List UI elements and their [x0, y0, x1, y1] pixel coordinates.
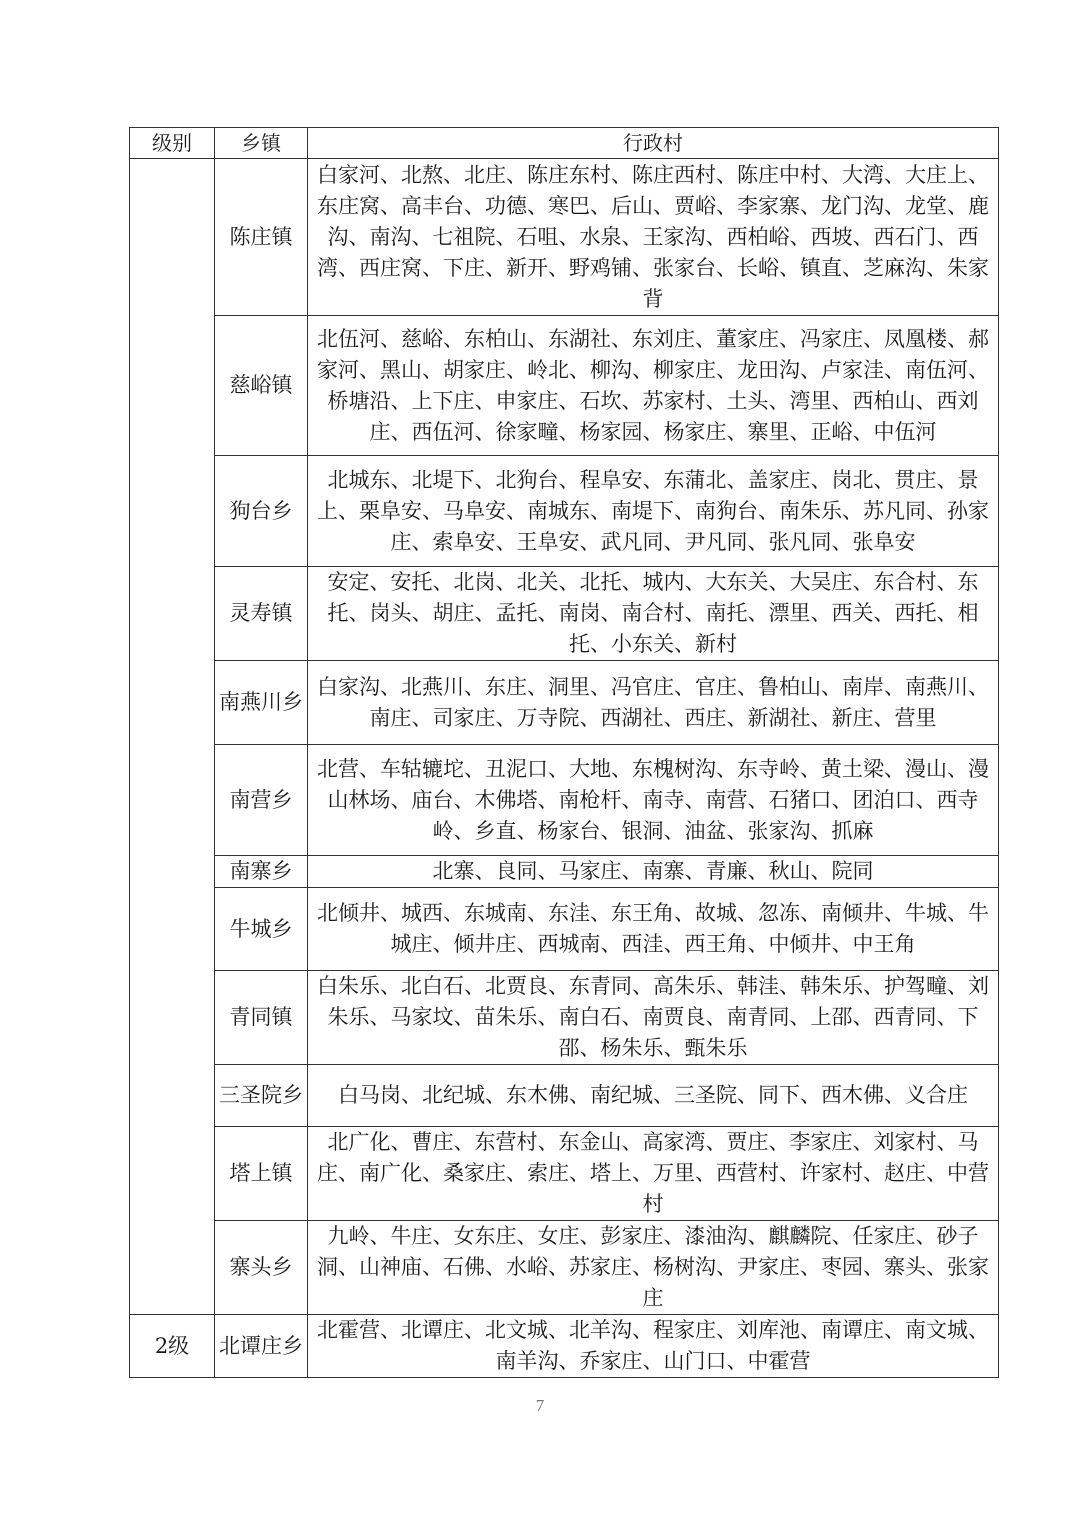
town-cell: 灵寿镇: [215, 567, 308, 661]
table-row: [130, 888, 999, 971]
villages-cell: 白家沟、北燕川、东庄、洞里、冯官庄、官庄、鲁柏山、南岸、南燕川、南庄、司家庄、万寺院、西湖社、西庄、新湖社、新庄、营里: [308, 661, 999, 745]
town-cell: 狗台乡: [215, 456, 308, 567]
table-row: [130, 745, 999, 856]
town-cell: 南寨乡: [215, 856, 308, 888]
town-cell: 陈庄镇: [215, 159, 308, 316]
villages-cell: 北城东、北堤下、北狗台、程阜安、东蒲北、盖家庄、岗北、贯庄、景上、栗阜安、马阜安、南城东、南堤下、南狗台、南朱乐、苏凡同、孙家庄、索阜安、王阜安、武凡同、尹凡同、张凡同、张阜安: [308, 456, 999, 567]
table-row: [130, 567, 999, 661]
villages-cell: 北霍营、北谭庄、北文城、北羊沟、程家庄、刘库池、南谭庄、南文城、南羊沟、乔家庄、山门口、中霍营: [308, 1315, 999, 1378]
villages-cell: 北营、车轱辘坨、丑泥口、大地、东槐树沟、东寺岭、黄土梁、漫山、漫山林场、庙台、木佛塔、南枪杆、南寺、南营、石猪口、团泊口、西寺岭、乡直、杨家台、银洞、油盆、张家沟、抓麻: [308, 745, 999, 856]
table-row: [130, 159, 999, 316]
level-cell: 2级: [130, 1315, 215, 1378]
header-level: 级别: [130, 128, 215, 159]
town-cell: 慈峪镇: [215, 316, 308, 456]
villages-cell: 白朱乐、北白石、北贾良、东青同、高朱乐、韩洼、韩朱乐、护驾疃、刘朱乐、马家坟、苗朱乐、南白石、南贾良、南青同、上邵、西青同、下邵、杨朱乐、甄朱乐: [308, 971, 999, 1065]
villages-cell: 白家河、北熬、北庄、陈庄东村、陈庄西村、陈庄中村、大湾、大庄上、东庄窝、高丰台、功德、寒巴、后山、贾峪、李家寨、龙门沟、龙堂、鹿沟、南沟、七祖院、石咀、水泉、王家沟、西柏峪、西坡、西石门、西湾、西庄窝、下庄、新开、野鸡铺、张家台、长峪、镇直、芝麻沟、朱家背: [308, 159, 999, 316]
village-table: [129, 127, 999, 1378]
town-cell: 塔上镇: [215, 1127, 308, 1221]
page-number: 7: [535, 1396, 545, 1415]
header-town: 乡镇: [215, 128, 308, 159]
table-row: [130, 661, 999, 745]
table-row: [130, 1065, 999, 1127]
table-row: [130, 1127, 999, 1221]
villages-cell: 北广化、曹庄、东营村、东金山、高家湾、贾庄、李家庄、刘家村、马庄、南广化、桑家庄、索庄、塔上、万里、西营村、许家村、赵庄、中营村: [308, 1127, 999, 1221]
villages-cell: 北倾井、城西、东城南、东洼、东王角、故城、忽冻、南倾井、牛城、牛城庄、倾井庄、西城南、西洼、西王角、中倾井、中王角: [308, 888, 999, 971]
header-row: [130, 128, 999, 159]
table-row: [130, 1221, 999, 1315]
table-row: [130, 316, 999, 456]
table-row: [130, 1315, 999, 1378]
table-row: [130, 971, 999, 1065]
table-row: [130, 456, 999, 567]
town-cell: 寨头乡: [215, 1221, 308, 1315]
villages-cell: 北寨、良同、马家庄、南寨、青廉、秋山、院同: [308, 856, 999, 888]
town-cell: 青同镇: [215, 971, 308, 1065]
town-cell: 牛城乡: [215, 888, 308, 971]
level-cell-blank: [130, 159, 215, 1315]
town-cell: 北谭庄乡: [215, 1315, 308, 1378]
villages-cell: 安定、安托、北岗、北关、北托、城内、大东关、大吴庄、东合村、东托、岗头、胡庄、孟托、南岗、南合村、南托、漂里、西关、西托、相托、小东关、新村: [308, 567, 999, 661]
town-cell: 南营乡: [215, 745, 308, 856]
table-row: [130, 856, 999, 888]
town-cell: 三圣院乡: [215, 1065, 308, 1127]
header-villages: 行政村: [308, 128, 999, 159]
town-cell: 南燕川乡: [215, 661, 308, 745]
villages-cell: 白马岗、北纪城、东木佛、南纪城、三圣院、同下、西木佛、义合庄: [308, 1065, 999, 1127]
villages-cell: 九岭、牛庄、女东庄、女庄、彭家庄、漆油沟、麒麟院、任家庄、砂子洞、山神庙、石佛、水峪、苏家庄、杨树沟、尹家庄、枣园、寨头、张家庄: [308, 1221, 999, 1315]
villages-cell: 北伍河、慈峪、东柏山、东湖社、东刘庄、董家庄、冯家庄、凤凰楼、郝家河、黑山、胡家庄、岭北、柳沟、柳家庄、龙田沟、卢家洼、南伍河、桥塘沿、上下庄、申家庄、石坎、苏家村、土头、湾里、西柏山、西刘庄、西伍河、徐家疃、杨家园、杨家庄、寨里、正峪、中伍河: [308, 316, 999, 456]
